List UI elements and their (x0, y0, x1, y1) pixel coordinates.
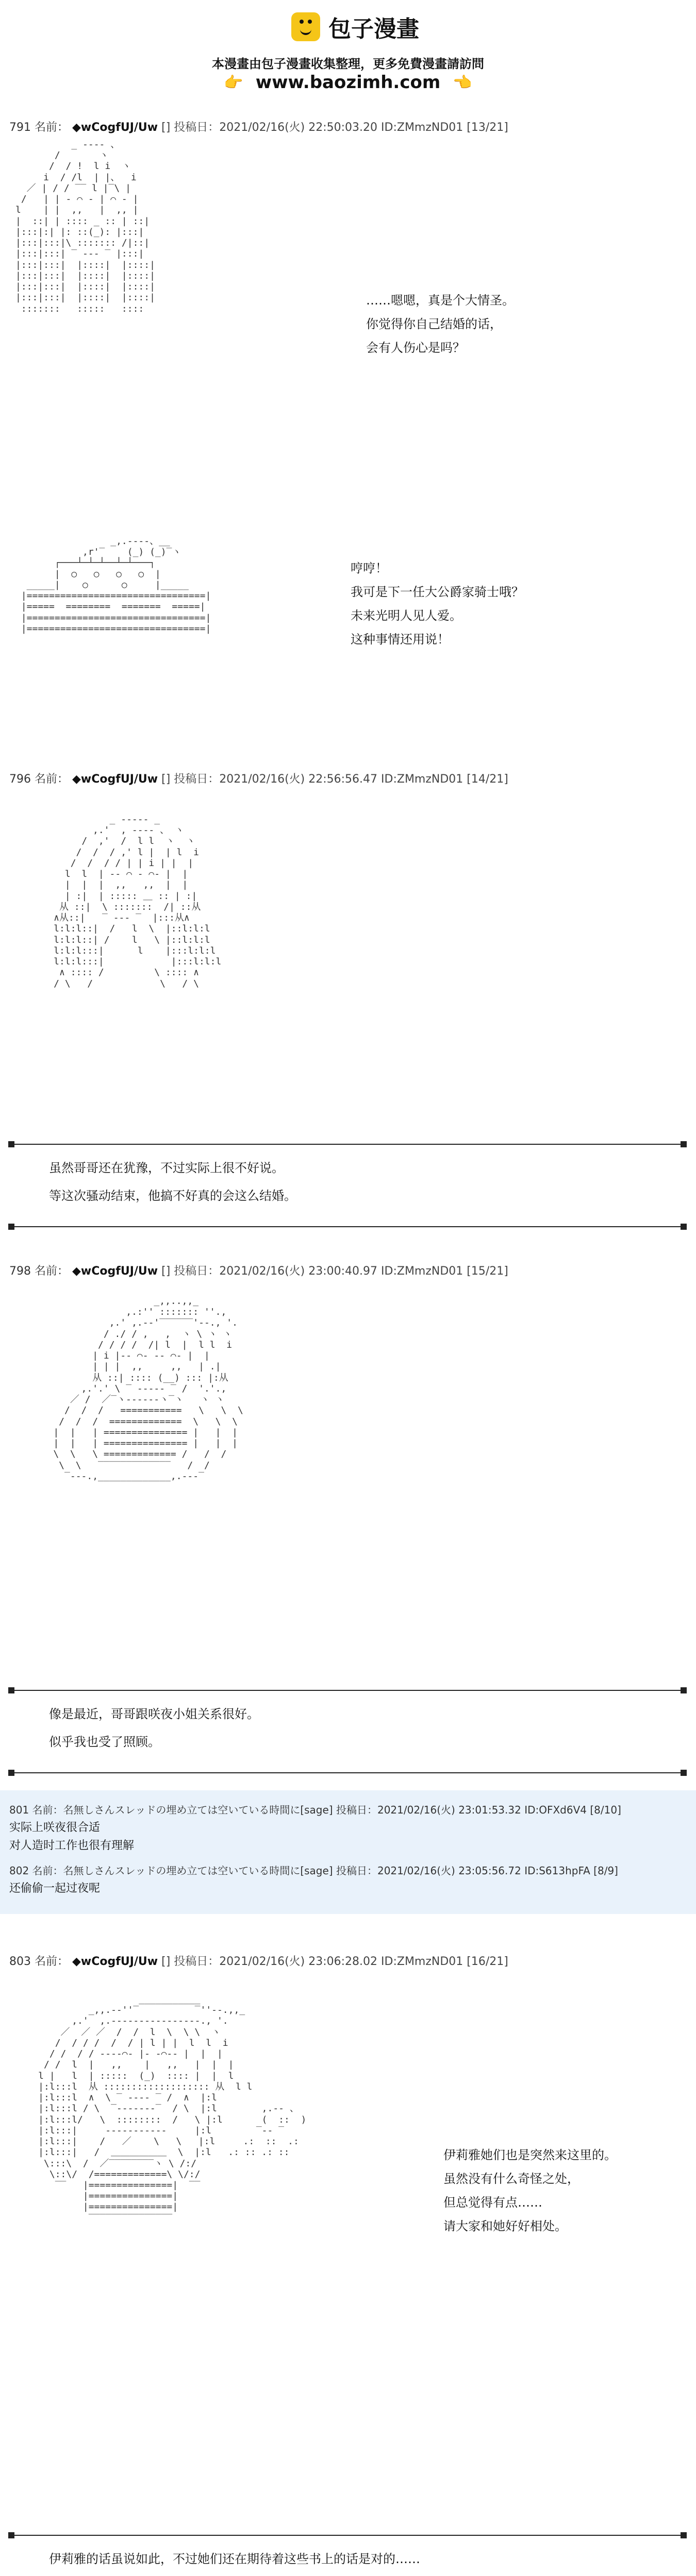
reply-body: 对人造时工作也很有理解 (9, 1839, 135, 1852)
name-label: 名前： (35, 121, 69, 134)
dialog-line: 哼哼！ (351, 561, 388, 575)
dialog-line: 等这次骚动结束，他搞不好真的会这么结婚。 (49, 1189, 296, 1203)
post-header (9, 1262, 508, 1278)
reply-section (0, 1790, 696, 1914)
dialog-block (49, 2545, 420, 2576)
post-date: [] 投稿日：2021/02/16(火) 23:06:28.02 ID:ZMmzND01 [16/21] (161, 1955, 508, 1968)
pointing-right-hand-icon: 👉 (224, 73, 243, 92)
dialog-line: 似乎我也受了照顾。 (49, 1735, 160, 1749)
dialog-block (443, 2143, 617, 2238)
name-label: 名前： (35, 1955, 69, 1968)
post-header (9, 770, 508, 786)
divider-line (9, 1690, 686, 1691)
site-banner (0, 0, 696, 103)
poster-name: ◆wCogfUJ/Uw (72, 773, 158, 786)
brand-name: 包子漫畫 (328, 16, 419, 42)
post-header (9, 118, 508, 134)
divider-line (9, 1226, 686, 1227)
dialog-line: 未来光明人见人爱。 (351, 608, 462, 623)
reply-header[interactable]: 802 名前：名無しさんスレッドの埋め立ては空いている時間に[sage] 投稿日：2021/02/16(火) 23:05:56.72 ID:S613hpFA [8/9] (9, 1865, 618, 1877)
divider-line (9, 1144, 686, 1145)
dialog-block (49, 1700, 259, 1756)
dialog-line: ……嗯嗯，真是个大情圣。 (366, 293, 515, 308)
bun-logo-icon (291, 12, 320, 41)
ascii-art-figure: _ -‐‐- 、 / ヽ / / ! l i ヽ i / /l | |、 i ／ | / / ‾‾ l |‾\ | / | | ‐ ⌒ ‐ | ⌒ ‐ | l | | ,, | ,, | | ::| | :::: _ :: | ::| |:::|:| |: ::(_): |:::| |:::|:::|\ ::::::: /|::| |:::|:::| ‾ ‐‐‐ ‾ |:::| |:::|:::| |::::| |::::| |:::|:::| |::::| |::::| |:::|:::| |::::| |::::| |:::|:::| |::::| |::::| ::::::: ::::: :::: (15, 139, 155, 314)
dialog-line: 但总觉得有点…… (443, 2195, 542, 2210)
dialog-line: 我可是下一任大公爵家骑士哦？ (351, 585, 524, 599)
divider-line (9, 2535, 686, 2536)
poster-name: ◆wCogfUJ/Uw (72, 1955, 158, 1968)
brand-logo[interactable] (291, 11, 419, 42)
post-date: [] 投稿日：2021/02/16(火) 22:50:03.20 ID:ZMmzND01 [13/21] (161, 121, 508, 134)
post-date: [] 投稿日：2021/02/16(火) 22:56:56.47 ID:ZMmzND01 [14/21] (161, 773, 508, 786)
banner-url-row (0, 72, 696, 93)
reply-post (9, 1862, 618, 1895)
post-date: [] 投稿日：2021/02/16(火) 23:00:40.97 ID:ZMmzND01 [15/21] (161, 1265, 508, 1278)
ascii-art-figure: _ -‐‐‐- _ ,.' , -‐‐‐ 、 ヽ / ,' / l l ヽ ヽ / / / ,' l | | l i / / / / | | i | | | l l | ‐‐ ⌒ ‐ ⌒‐ | | | | | ,, ,, | | | :| | ::::: ＿ :: | :| 从 ::| \ ::::::: /| ::从 ∧从::| ‾ ‐‐‐ ‾ |:::从∧ l:l:l::| / l \ |::l:l:l l:l:l::| / l \ |::l:l:l l:l:l:::| l |:::l:l:l l:l:l:::| |:::l:l:l ∧ :::: / \ :::: ∧ / \ / \ / \ (54, 814, 222, 989)
reply-post (9, 1802, 621, 1853)
ascii-art-figure: _,,..,,_ ,.:'' ::::::: ''., ,.' ,.-‐'‾‾‾‾‾‾'‐-., '. / ./ / , , ヽ \ ヽ ヽ / / / / /| l | l l i | i |‐‐ ⌒‐ ‐‐ ⌒‐ | | | | | ,, ,, | .| 从 ::| :::: (__) ::: |:从 ,.'.' \ ‾ ‐‐‐‐‐ ‾ / '.'., ／ / ／‾ヽ‐‐‐‐‐‐ヽ‾ヽ ヽ ヽ / / / =========== \ \ \ / / / ============= \ \ \ | | | =============== | | | | | | =============== | | | \ \ \ ============= / / / \ \ ‾‾‾‾‾‾‾‾‾‾‾‾‾ / / ‾‐‐-.,_____________,.-‐‐‾ (53, 1296, 243, 1482)
name-label: 名前： (35, 773, 69, 786)
site-url-link[interactable]: www.baozimh.com (255, 72, 441, 93)
dialog-block (351, 556, 524, 651)
dialog-line: 虽然没有什么奇怪之处， (443, 2172, 579, 2186)
dialog-line: 你觉得你自己结婚的话， (366, 317, 502, 331)
dialog-line: 会有人伤心是吗？ (366, 341, 465, 355)
banner-tagline: 本漫畫由包子漫畫收集整理，更多免費漫畫請訪問 (212, 57, 484, 71)
dialog-block (49, 1154, 296, 1210)
reply-header[interactable]: 801 名前：名無しさんスレッドの埋め立ては空いている時間に[sage] 投稿日：2021/02/16(火) 23:01:53.32 ID:OFXd6V4 [8/10] (9, 1804, 621, 1816)
post-number[interactable]: 798 (9, 1265, 31, 1278)
poster-name: ◆wCogfUJ/Uw (72, 1265, 158, 1278)
poster-name: ◆wCogfUJ/Uw (72, 121, 158, 134)
reply-body: 实际上咲夜很合适 (9, 1821, 101, 1834)
dialog-line (49, 2573, 420, 2576)
dialog-line: 像是最近，哥哥跟咲夜小姐关系很好。 (49, 1707, 259, 1721)
pointing-left-hand-icon: 👈 (453, 73, 472, 92)
dialog-block (366, 289, 515, 360)
divider-line (9, 1772, 686, 1773)
post-number[interactable]: 803 (9, 1955, 31, 1968)
post-number[interactable]: 791 (9, 121, 31, 134)
dialog-line: 这种事情还用说！ (351, 632, 450, 647)
ascii-art-figure: ___________ _,,.-‐''‾ ‾''‐-.,,_ ,.' ,.-‐‐‐‐‐‐‐‐‐‐‐‐‐‐-., '. ／ ／ ／ / / l \ \ \ ヽ / / / / / / | l | | l l i / / / / ‐‐‐‐⌒‐ |‐ ‐⌒‐‐ | | | / / l | ,, | ,, | | | l | l | ::::: (_) :::: | | l |:l:::l 从 ::::::::::::::::::: 从 l l |:l:::l ∧ \ ‾ ‐‐‐‐ ‾ / ∧ |:l |:l:::l / \ ‾‐‐‐‐‐‐‐‾ / \ |:l ,.-‐ 、 |:l:::l/ \ :::::::: / \ |:l ( :: ) |:l:::| ‐‐‐‐‐‐‐‐‐‐‐ |:l ‾‐‐ ‾ |:l:::| / ／ \ \ |:l .: :: .: |:l:::| / ＿＿＿＿＿＿ \ |:l .: :: .: :: \:::\ / ／‾‾‾‾‾‾‾‾ヽ \ /:/ \::\/ /=============\ \/:/ ‾‾ |===============| ‾‾ |===============| |===============| ‾‾‾‾‾‾‾‾‾‾‾‾‾‾‾ (38, 1994, 307, 2224)
reply-body: 还偷偷一起过夜呢 (9, 1882, 101, 1895)
dialog-line: 伊莉雅的话虽说如此，不过她们还在期待着这些书上的话是对的…… (49, 2552, 420, 2566)
post-header (9, 1953, 508, 1969)
ascii-art-figure: _,.-‐‐-、__ ,r'‾ (_) (_)‾ヽ ┌───┴─┴─┴──┴─┴───┐ | ○ ○ ○ ○ | _____| ○ ○ |_____ |================================| |===== ======== ======= =====| |================================| |================================| (21, 536, 211, 634)
dialog-line: 请大家和她好好相处。 (443, 2219, 567, 2233)
dialog-line: 虽然哥哥还在犹豫，不过实际上很不好说。 (49, 1161, 284, 1175)
post-number[interactable]: 796 (9, 773, 31, 786)
name-label: 名前： (35, 1265, 69, 1278)
dialog-line: 伊莉雅她们也是突然来这里的。 (443, 2148, 617, 2162)
